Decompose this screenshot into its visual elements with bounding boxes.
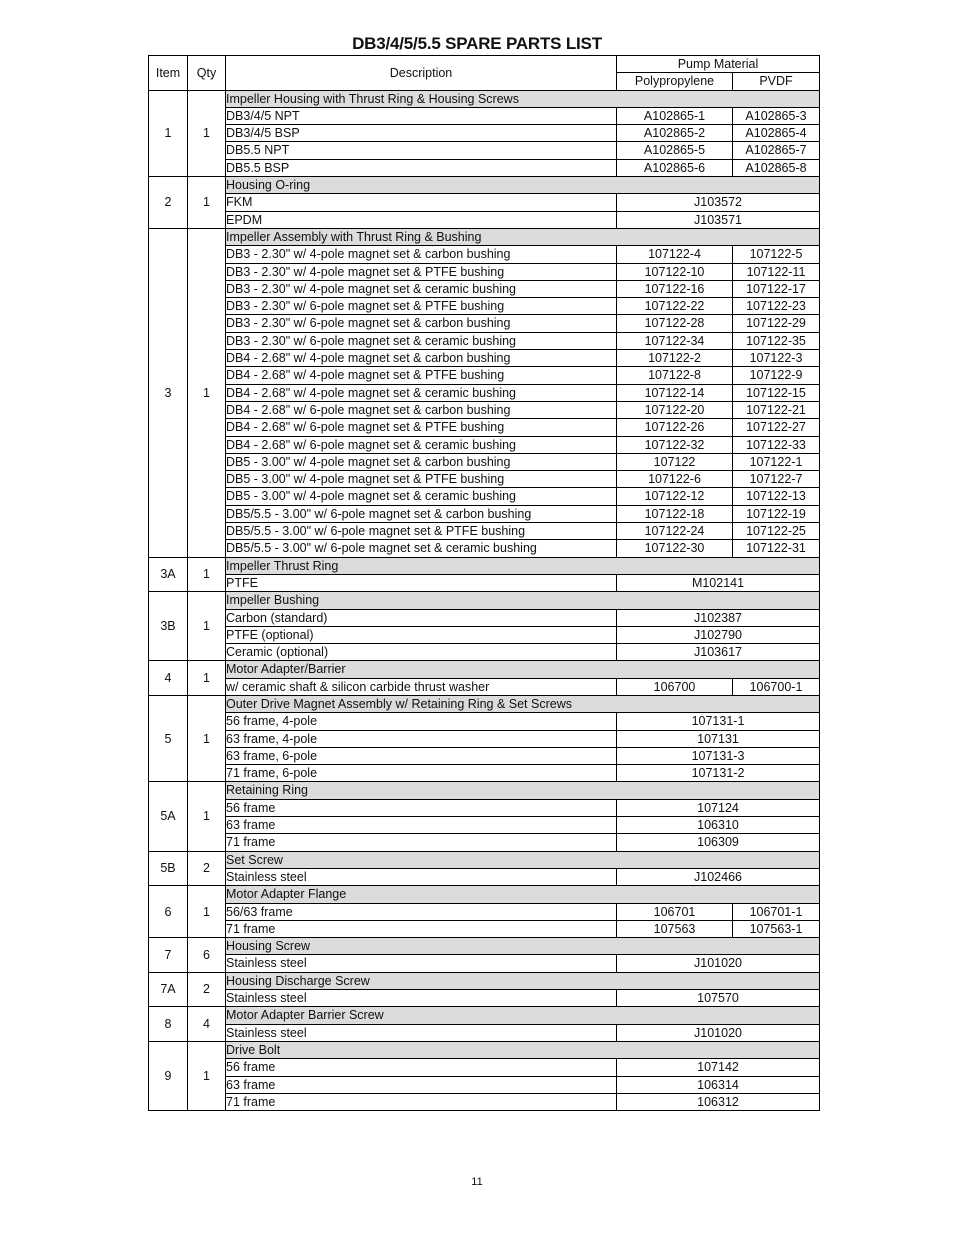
pvdf-part-number: 106701-1	[733, 903, 820, 920]
item-number: 3A	[149, 557, 188, 592]
item-quantity: 2	[188, 851, 226, 886]
polypropylene-part-number: 107122-34	[617, 332, 733, 349]
item-number: 5B	[149, 851, 188, 886]
part-description: DB3/4/5 NPT	[226, 107, 617, 124]
polypropylene-part-number: 107122-28	[617, 315, 733, 332]
part-description: 71 frame, 6-pole	[226, 765, 617, 782]
pvdf-part-number: A102865-8	[733, 159, 820, 176]
group-title: Motor Adapter Flange	[226, 886, 820, 903]
part-description: 71 frame	[226, 834, 617, 851]
table-row	[149, 263, 820, 280]
polypropylene-part-number: 106700	[617, 678, 733, 695]
group-header-row	[149, 886, 820, 903]
group-header-row	[149, 1041, 820, 1058]
pvdf-part-number: A102865-3	[733, 107, 820, 124]
part-description: DB4 - 2.68" w/ 6-pole magnet set & PTFE bushing	[226, 419, 617, 436]
pvdf-part-number: 107122-25	[733, 523, 820, 540]
table-row	[149, 730, 820, 747]
group-title: Impeller Assembly with Thrust Ring & Bushing	[226, 228, 820, 245]
polypropylene-part-number: A102865-1	[617, 107, 733, 124]
part-number: 107124	[617, 799, 820, 816]
part-description: DB3 - 2.30" w/ 6-pole magnet set & ceramic bushing	[226, 332, 617, 349]
group-title: Housing O-ring	[226, 177, 820, 194]
table-row	[149, 540, 820, 557]
part-description: w/ ceramic shaft & silicon carbide thrust washer	[226, 678, 617, 695]
part-number: J103572	[617, 194, 820, 211]
polypropylene-part-number: 106701	[617, 903, 733, 920]
polypropylene-part-number: A102865-2	[617, 125, 733, 142]
table-row	[149, 280, 820, 297]
header-item: Item	[149, 56, 188, 91]
part-description: DB5.5 NPT	[226, 142, 617, 159]
spare-parts-table	[148, 55, 820, 1111]
part-description: DB3 - 2.30" w/ 4-pole magnet set & ceramic bushing	[226, 280, 617, 297]
group-header-row	[149, 938, 820, 955]
item-quantity: 6	[188, 938, 226, 973]
table-row	[149, 868, 820, 885]
part-description: PTFE	[226, 574, 617, 591]
part-description: 63 frame, 4-pole	[226, 730, 617, 747]
part-description: Carbon (standard)	[226, 609, 617, 626]
item-number: 4	[149, 661, 188, 696]
group-header-row	[149, 90, 820, 107]
table-row	[149, 747, 820, 764]
pvdf-part-number: 107122-9	[733, 367, 820, 384]
part-number: J103617	[617, 644, 820, 661]
part-description: DB4 - 2.68" w/ 4-pole magnet set & ceramic bushing	[226, 384, 617, 401]
item-number: 5A	[149, 782, 188, 851]
item-number: 7A	[149, 972, 188, 1007]
table-row	[149, 453, 820, 470]
part-number: 106310	[617, 817, 820, 834]
group-title: Impeller Bushing	[226, 592, 820, 609]
item-quantity: 1	[188, 228, 226, 557]
pvdf-part-number: 107122-7	[733, 471, 820, 488]
table-row	[149, 107, 820, 124]
group-header-row	[149, 972, 820, 989]
table-row	[149, 1024, 820, 1041]
table-body	[149, 90, 820, 1111]
group-header-row	[149, 592, 820, 609]
pvdf-part-number: A102865-4	[733, 125, 820, 142]
group-title: Motor Adapter/Barrier	[226, 661, 820, 678]
part-description: DB5/5.5 - 3.00" w/ 6-pole magnet set & carbon bushing	[226, 505, 617, 522]
polypropylene-part-number: 107563	[617, 920, 733, 937]
part-number: J102387	[617, 609, 820, 626]
part-number: J101020	[617, 1024, 820, 1041]
pvdf-part-number: A102865-7	[733, 142, 820, 159]
table-row	[149, 903, 820, 920]
table-row	[149, 159, 820, 176]
group-title: Retaining Ring	[226, 782, 820, 799]
part-number: J102466	[617, 868, 820, 885]
part-number: 107131	[617, 730, 820, 747]
table-row	[149, 1076, 820, 1093]
part-number: 107570	[617, 990, 820, 1007]
table-row	[149, 713, 820, 730]
table-row	[149, 332, 820, 349]
part-description: DB3 - 2.30" w/ 6-pole magnet set & carbon bushing	[226, 315, 617, 332]
table-row	[149, 609, 820, 626]
table-row	[149, 920, 820, 937]
header-qty: Qty	[188, 56, 226, 91]
part-number: 107131-2	[617, 765, 820, 782]
polypropylene-part-number: A102865-5	[617, 142, 733, 159]
pvdf-part-number: 107122-11	[733, 263, 820, 280]
table-row	[149, 401, 820, 418]
part-description: 56 frame, 4-pole	[226, 713, 617, 730]
page-title: DB3/4/5/5.5 SPARE PARTS LIST	[352, 34, 602, 53]
polypropylene-part-number: A102865-6	[617, 159, 733, 176]
polypropylene-part-number: 107122-16	[617, 280, 733, 297]
item-number: 8	[149, 1007, 188, 1042]
pvdf-part-number: 107122-29	[733, 315, 820, 332]
part-number: 106312	[617, 1093, 820, 1110]
part-number: J103571	[617, 211, 820, 228]
pvdf-part-number: 107122-35	[733, 332, 820, 349]
table-row	[149, 471, 820, 488]
part-number: 107131-1	[617, 713, 820, 730]
pvdf-part-number: 107122-15	[733, 384, 820, 401]
polypropylene-part-number: 107122-4	[617, 246, 733, 263]
group-title: Housing Discharge Screw	[226, 972, 820, 989]
header-polypropylene: Polypropylene	[617, 73, 733, 90]
table-row	[149, 574, 820, 591]
table-row	[149, 626, 820, 643]
item-number: 6	[149, 886, 188, 938]
polypropylene-part-number: 107122-26	[617, 419, 733, 436]
pvdf-part-number: 107122-21	[733, 401, 820, 418]
part-description: Stainless steel	[226, 955, 617, 972]
header-pump-material: Pump Material	[617, 56, 820, 73]
pvdf-part-number: 107122-1	[733, 453, 820, 470]
item-number: 1	[149, 90, 188, 176]
polypropylene-part-number: 107122-6	[617, 471, 733, 488]
table-row	[149, 488, 820, 505]
table-row	[149, 125, 820, 142]
part-description: DB4 - 2.68" w/ 6-pole magnet set & carbon bushing	[226, 401, 617, 418]
pvdf-part-number: 107122-13	[733, 488, 820, 505]
group-header-row	[149, 557, 820, 574]
polypropylene-part-number: 107122-12	[617, 488, 733, 505]
item-quantity: 4	[188, 1007, 226, 1042]
table-row	[149, 246, 820, 263]
part-description: FKM	[226, 194, 617, 211]
item-quantity: 1	[188, 557, 226, 592]
item-quantity: 1	[188, 592, 226, 661]
page-number: 11	[471, 1176, 483, 1188]
table-row	[149, 419, 820, 436]
item-quantity: 1	[188, 695, 226, 781]
part-description: DB3 - 2.30" w/ 4-pole magnet set & carbon bushing	[226, 246, 617, 263]
item-quantity: 1	[188, 886, 226, 938]
group-header-row	[149, 1007, 820, 1024]
table-row	[149, 142, 820, 159]
table-row	[149, 765, 820, 782]
header-pvdf: PVDF	[733, 73, 820, 90]
part-number: M102141	[617, 574, 820, 591]
part-description: DB5/5.5 - 3.00" w/ 6-pole magnet set & ceramic bushing	[226, 540, 617, 557]
part-description: DB5/5.5 - 3.00" w/ 6-pole magnet set & PTFE bushing	[226, 523, 617, 540]
table-row	[149, 211, 820, 228]
item-quantity: 1	[188, 177, 226, 229]
polypropylene-part-number: 107122-24	[617, 523, 733, 540]
group-header-row	[149, 695, 820, 712]
part-description: Stainless steel	[226, 1024, 617, 1041]
part-number: J101020	[617, 955, 820, 972]
table-row	[149, 1093, 820, 1110]
header-description: Description	[226, 56, 617, 91]
item-quantity: 1	[188, 90, 226, 176]
item-quantity: 1	[188, 1041, 226, 1110]
pvdf-part-number: 107122-17	[733, 280, 820, 297]
part-number: 107131-3	[617, 747, 820, 764]
part-description: DB3 - 2.30" w/ 4-pole magnet set & PTFE bushing	[226, 263, 617, 280]
group-header-row	[149, 177, 820, 194]
group-title: Impeller Thrust Ring	[226, 557, 820, 574]
part-number: 107142	[617, 1059, 820, 1076]
part-description: DB3/4/5 BSP	[226, 125, 617, 142]
pvdf-part-number: 107563-1	[733, 920, 820, 937]
table-row	[149, 505, 820, 522]
table-row	[149, 194, 820, 211]
table-row	[149, 644, 820, 661]
item-number: 7	[149, 938, 188, 973]
table-row	[149, 436, 820, 453]
part-description: 56 frame	[226, 799, 617, 816]
part-description: PTFE (optional)	[226, 626, 617, 643]
group-header-row	[149, 661, 820, 678]
polypropylene-part-number: 107122-8	[617, 367, 733, 384]
table-row	[149, 990, 820, 1007]
part-description: DB5 - 3.00" w/ 4-pole magnet set & carbon bushing	[226, 453, 617, 470]
part-description: DB4 - 2.68" w/ 6-pole magnet set & ceramic bushing	[226, 436, 617, 453]
part-number: J102790	[617, 626, 820, 643]
item-quantity: 2	[188, 972, 226, 1007]
item-quantity: 1	[188, 782, 226, 851]
part-description: 63 frame	[226, 1076, 617, 1093]
polypropylene-part-number: 107122-18	[617, 505, 733, 522]
table-row	[149, 834, 820, 851]
part-description: 71 frame	[226, 920, 617, 937]
group-title: Housing Screw	[226, 938, 820, 955]
group-header-row	[149, 851, 820, 868]
polypropylene-part-number: 107122-22	[617, 298, 733, 315]
item-quantity: 1	[188, 661, 226, 696]
table-row	[149, 367, 820, 384]
group-header-row	[149, 228, 820, 245]
part-number: 106309	[617, 834, 820, 851]
polypropylene-part-number: 107122-30	[617, 540, 733, 557]
part-description: 63 frame, 6-pole	[226, 747, 617, 764]
group-header-row	[149, 782, 820, 799]
table-row	[149, 350, 820, 367]
pvdf-part-number: 107122-27	[733, 419, 820, 436]
polypropylene-part-number: 107122-32	[617, 436, 733, 453]
part-description: 63 frame	[226, 817, 617, 834]
part-number: 106314	[617, 1076, 820, 1093]
pvdf-part-number: 107122-31	[733, 540, 820, 557]
item-number: 9	[149, 1041, 188, 1110]
pvdf-part-number: 107122-19	[733, 505, 820, 522]
part-description: DB5 - 3.00" w/ 4-pole magnet set & ceramic bushing	[226, 488, 617, 505]
pvdf-part-number: 107122-23	[733, 298, 820, 315]
group-title: Drive Bolt	[226, 1041, 820, 1058]
group-title: Outer Drive Magnet Assembly w/ Retaining Ring & Set Screws	[226, 695, 820, 712]
part-description: 56 frame	[226, 1059, 617, 1076]
part-description: EPDM	[226, 211, 617, 228]
table-row	[149, 298, 820, 315]
group-title: Set Screw	[226, 851, 820, 868]
part-description: DB4 - 2.68" w/ 4-pole magnet set & PTFE bushing	[226, 367, 617, 384]
part-description: DB4 - 2.68" w/ 4-pole magnet set & carbon bushing	[226, 350, 617, 367]
pvdf-part-number: 106700-1	[733, 678, 820, 695]
item-number: 3B	[149, 592, 188, 661]
item-number: 3	[149, 228, 188, 557]
part-description: DB5.5 BSP	[226, 159, 617, 176]
part-description: 71 frame	[226, 1093, 617, 1110]
part-description: Stainless steel	[226, 868, 617, 885]
table-row	[149, 315, 820, 332]
part-description: Stainless steel	[226, 990, 617, 1007]
pvdf-part-number: 107122-3	[733, 350, 820, 367]
part-description: Ceramic (optional)	[226, 644, 617, 661]
table-row	[149, 955, 820, 972]
table-row	[149, 678, 820, 695]
polypropylene-part-number: 107122-14	[617, 384, 733, 401]
polypropylene-part-number: 107122-2	[617, 350, 733, 367]
polypropylene-part-number: 107122-20	[617, 401, 733, 418]
part-description: DB3 - 2.30" w/ 6-pole magnet set & PTFE bushing	[226, 298, 617, 315]
table-row	[149, 799, 820, 816]
item-number: 2	[149, 177, 188, 229]
pvdf-part-number: 107122-33	[733, 436, 820, 453]
polypropylene-part-number: 107122-10	[617, 263, 733, 280]
table-row	[149, 384, 820, 401]
part-description: DB5 - 3.00" w/ 4-pole magnet set & PTFE bushing	[226, 471, 617, 488]
polypropylene-part-number: 107122	[617, 453, 733, 470]
table-row	[149, 817, 820, 834]
table-header	[149, 56, 820, 91]
pvdf-part-number: 107122-5	[733, 246, 820, 263]
item-number: 5	[149, 695, 188, 781]
part-description: 56/63 frame	[226, 903, 617, 920]
table-row	[149, 523, 820, 540]
group-title: Impeller Housing with Thrust Ring & Housing Screws	[226, 90, 820, 107]
group-title: Motor Adapter Barrier Screw	[226, 1007, 820, 1024]
table-row	[149, 1059, 820, 1076]
